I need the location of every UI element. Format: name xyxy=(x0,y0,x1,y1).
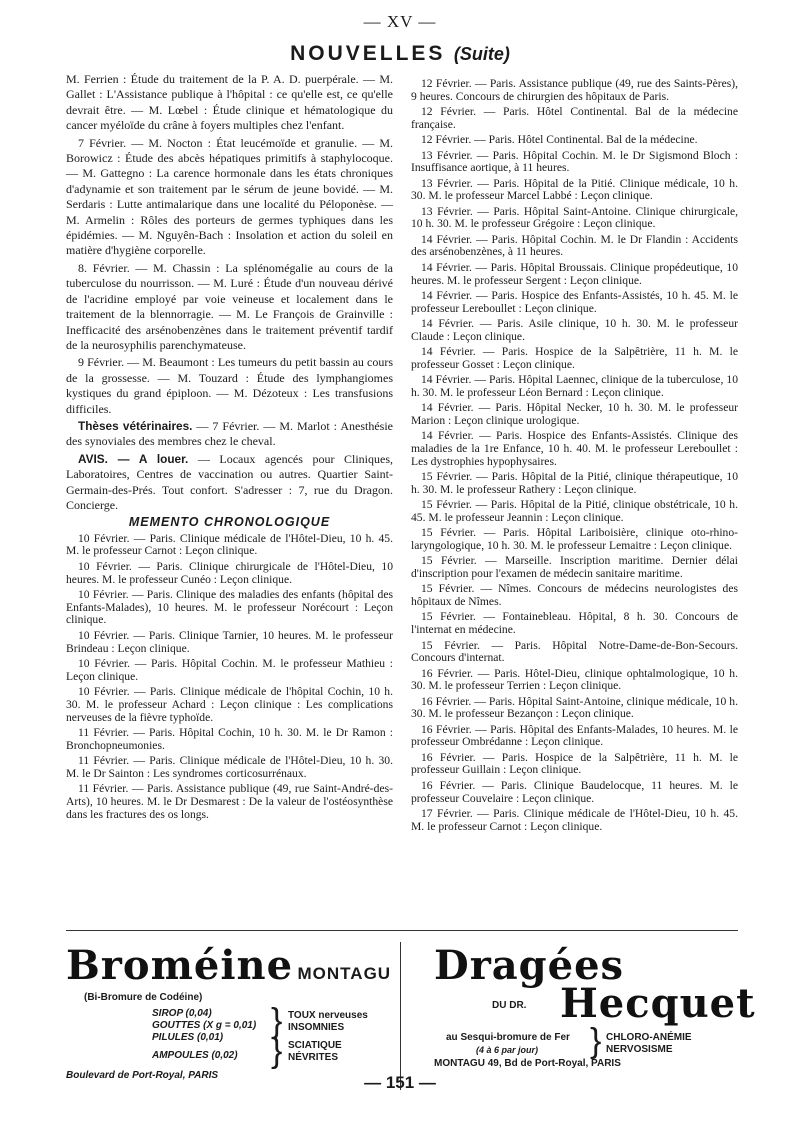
memento-entry: 16 Février. — Paris. Hospice de la Salpêtrière, 11 h. M. le professeur Guillain : Leçon clinique. xyxy=(411,750,738,777)
memento-entry: 10 Février. — Paris. Clinique médicale de l'hôpital Cochin, 10 h. 30. M. le professeur Achard : Leçon clinique : Les complications nerveuses de la fièvre typhoïde. xyxy=(66,685,393,724)
bromeine-form: PILULES (0,01) xyxy=(152,1032,224,1043)
bromeine-indications-2 xyxy=(288,1040,342,1064)
memento-entry: 15 Février. — Marseille. Inscription maritime. Dernier délai d'inscription pour l'examen de médecin sanitaire maritime. xyxy=(411,554,738,580)
news-paragraph: 8. Février. — M. Chassin : La splénomégalie au cours de la tuberculose du nourrisson. — M. Luré : Étude d'un nouveau dérivé de l'acridine employé par voie veineuse et localement dans le traitement de la blennorragie. — M. Le François de Grainville : Inefficacité des arsénobenzènes dans le traitement préventif tardif de la neurosyphilis parenchymateuse. xyxy=(66,260,393,352)
dragees-composition-line: au Sesqui-bromure de Fer xyxy=(446,1032,570,1043)
memento-entry: 10 Février. — Paris. Clinique Tarnier, 10 heures. M. le professeur Brindeau : Leçon clinique. xyxy=(66,628,393,655)
dragees-dosage: (4 à 6 par jour) xyxy=(476,1045,539,1055)
memento-entry: 15 Février. — Paris. Hôpital de la Pitié, clinique obstétricale, 10 h. 45. M. le professeur Jeannin : Leçon clinique. xyxy=(411,498,738,524)
bromeine-forms xyxy=(152,1008,256,1062)
dragees-indications xyxy=(606,1032,692,1056)
memento-entry: 15 Février. — Paris. Hôpital Notre-Dame-de-Bon-Secours. Concours d'internat. xyxy=(411,638,738,665)
bromeine-subtitle: (Bi-Bromure de Codéine) xyxy=(84,992,203,1003)
memento-entry: 16 Février. — Paris. Hôpital Saint-Antoine, clinique médicale, 10 h. 30. M. le professeur Bezançon : Leçon clinique. xyxy=(411,694,738,721)
right-column xyxy=(411,78,738,836)
memento-entry: 12 Février. — Paris. Assistance publique (49, rue des Saints-Pères), 9 heures. Concours de chirurgien des hôpitaux de Paris. xyxy=(411,77,738,103)
memento-entry: 14 Février. — Paris. Hôpital Broussais. Clinique propédeutique, 10 heures. M. le professeur Sergent : Leçon clinique. xyxy=(411,260,738,287)
heading-title: NOUVELLES xyxy=(290,42,446,65)
memento-entry: 17 Février. — Paris. Clinique médicale de l'Hôtel-Dieu, 10 h. 45. M. le professeur Carnot : Leçon clinique. xyxy=(411,807,738,833)
bromeine-indications xyxy=(288,1010,368,1034)
memento-entry: 14 Février. — Paris. Hôpital Laennec, clinique de la tuberculose, 10 h. 30. M. le professeur Léon Bernard : Leçon clinique. xyxy=(411,373,738,399)
bromeine-ampoules: AMPOULES (0,02) xyxy=(152,1050,238,1061)
bromeine-form: GOUTTES (X g = 0,01) xyxy=(152,1020,257,1031)
dragees-indication: NERVOSISME xyxy=(606,1044,673,1055)
avis-label: AVIS. — A louer. xyxy=(78,451,189,466)
theses-text: — 7 Février. — M. Marlot : Anesthésie des synoviales des membres chez le cheval. xyxy=(66,418,393,449)
memento-entry: 10 Février. — Paris. Clinique médicale de l'Hôtel-Dieu, 10 h. 45. M. le professeur Carnot : Leçon clinique. xyxy=(66,531,393,558)
dragees-hecquet: Hecquet xyxy=(560,980,756,1027)
bromeine-indication: NÉVRITES xyxy=(288,1052,339,1063)
memento-entry: 15 Février. — Nîmes. Concours de médecins neurologistes des hôpitaux de Nîmes. xyxy=(411,582,738,608)
theses-paragraph xyxy=(66,419,393,450)
avis-paragraph xyxy=(66,452,393,514)
dragees-composition xyxy=(446,1032,570,1056)
bromeine-indication: TOUX nerveuses xyxy=(288,1010,368,1021)
memento-entry: 10 Février. — Paris. Hôpital Cochin. M. le professeur Mathieu : Leçon clinique. xyxy=(66,657,393,683)
news-paragraph: 9 Février. — M. Beaumont : Les tumeurs du petit bassin au cours de la grossesse. — M. Touzard : Étude des lymphangiomes kystiques du grand épiploon. — M. Dézoteux : Les transfusions difficiles. xyxy=(66,355,393,416)
memento-entry: 11 Février. — Paris. Hôpital Cochin, 10 h. 30. M. le Dr Ramon : Bronchopneumonies. xyxy=(66,726,393,752)
dragees-du: DU DR. xyxy=(492,1000,527,1011)
memento-entry: 13 Février. — Paris. Hôpital Saint-Antoine. Clinique chirurgicale, 10 h. 30. M. le professeur Grégoire : Leçon clinique. xyxy=(411,204,738,231)
memento-entry: 16 Février. — Paris. Clinique Baudelocque, 11 heures. M. le professeur Couvelaire : Leçon clinique. xyxy=(411,778,738,805)
bromeine-brace-2: } xyxy=(271,1032,283,1070)
bromeine-indication: SCIATIQUE xyxy=(288,1040,342,1051)
memento-entry: 14 Février. — Paris. Asile clinique, 10 h. 30. M. le professeur Claude : Leçon clinique. xyxy=(411,317,738,343)
ad-vertical-divider xyxy=(400,942,401,1090)
memento-entry: 12 Février. — Paris. Hôtel Continental. Bal de la médecine française. xyxy=(411,105,738,131)
memento-entry: 14 Février. — Paris. Hospice de la Salpêtrière, 11 h. M. le professeur Gosset : Leçon clinique. xyxy=(411,345,738,371)
memento-entry: 10 Février. — Paris. Clinique des maladies des enfants (hôpital des Enfants-Malades), 10 heures. M. le professeur Norécourt : Leçon clinique. xyxy=(66,588,393,627)
memento-entry: 11 Février. — Paris. Clinique médicale de l'Hôtel-Dieu, 10 h. 30. M. le Dr Sainton : Les syndromes corticosurrénaux. xyxy=(66,754,393,780)
avis-text: — Locaux agencés pour Cliniques, Laboratoires, Centres de vaccination ou autres. Quartier Saint-Germain-des-Prés. Tout confort. S'adresser : 7, rue du Dragon. Concierge. xyxy=(66,451,393,512)
memento-entry: 10 Février. — Paris. Clinique chirurgicale de l'Hôtel-Dieu, 10 heures. M. le professeur Cunéo : Leçon clinique. xyxy=(66,559,393,586)
memento-entry: 11 Février. — Paris. Assistance publique (49, rue Saint-André-des-Arts), 10 heures. M. le Dr Desmarest : De la valeur de l'ostéosynthèse dans les fractures des os longs. xyxy=(66,782,393,821)
bromeine-advertisement xyxy=(66,940,391,1090)
bromeine-maker: MONTAGU xyxy=(297,964,392,983)
page-number: — 151 — xyxy=(364,1073,436,1092)
memento-entry: 15 Février. — Fontainebleau. Hôpital, 8 h. 30. Concours de l'internat en médecine. xyxy=(411,610,738,637)
memento-entry: 14 Février. — Paris. Hôpital Cochin. M. le Dr Flandin : Accidents des arsénobenzènes, à 11 heures. xyxy=(411,232,738,259)
memento-entry: 13 Février. — Paris. Hôpital de la Pitié. Clinique médicale, 10 h. 30. M. le professeur Marcel Labbé : Leçon clinique. xyxy=(411,176,738,203)
bromeine-address: Boulevard de Port-Royal, PARIS xyxy=(66,1070,219,1081)
dragees-indication: CHLORO-ANÉMIE xyxy=(606,1032,692,1043)
roman-page-number: — XV — xyxy=(363,12,437,31)
bromeine-brand-line xyxy=(66,944,391,988)
memento-entry: 16 Février. — Paris. Hôpital des Enfants-Malades, 10 heures. M. le professeur Ombrédanne : Leçon clinique. xyxy=(411,722,738,749)
memento-entry: 13 Février. — Paris. Hôpital Cochin. M. le Dr Sigismond Bloch : Insuffisance aortique, à 11 heures. xyxy=(411,148,738,175)
heading-subtitle: (Suite) xyxy=(453,44,510,64)
dragees-brace: } xyxy=(590,1022,602,1060)
bromeine-brand: Broméine xyxy=(66,942,294,989)
news-paragraph: M. Ferrien : Étude du traitement de la P. A. D. puerpérale. — M. Gallet : L'Assistance publique à l'hôpital : ce qu'elle est, ce qu'elle devrait être. — M. Lœbel : Étude clinique et hématologique du cancer myéloïde du crâne à foyers multiples chez l'enfant. xyxy=(66,72,393,133)
memento-title: MEMENTO CHRONOLOGIQUE xyxy=(128,515,331,530)
bromeine-brace: } xyxy=(271,1002,283,1040)
section-heading xyxy=(0,42,800,66)
bromeine-indication: INSOMNIES xyxy=(288,1022,345,1033)
news-paragraph: 7 Février. — M. Nocton : État leucémoïde et granulie. — M. Borowicz : Étude des abcès hépatiques primitifs à staphylocoque. — M. Gattegno : La carence hormonale dans les états chroniques d'adynamie et son traitement par le sérum de jeune bovidé. — M. Serdaris : Lutte antimalarique dans une localité du Péloponèse. — M. Armelin : Rôles des porteurs de germes typhiques dans les épidémies. — M. Nguyên-Bach : Insolation et action du soleil en matière d'hygiène corporelle. xyxy=(66,135,393,258)
bromeine-form: SIROP (0,04) xyxy=(152,1008,212,1019)
theses-label: Thèses vétérinaires. xyxy=(78,418,193,433)
memento-entry: 14 Février. — Paris. Hôpital Necker, 10 h. 30. M. le professeur Marion : Leçon clinique urologique. xyxy=(411,401,738,427)
dragees-address: MONTAGU 49, Bd de Port-Royal, PARIS xyxy=(434,1058,621,1069)
ad-divider xyxy=(66,930,738,931)
memento-entry: 14 Février. — Paris. Hospice des Enfants-Assistés, 10 h. 45. M. le professeur Lereboullet : Leçon clinique. xyxy=(411,289,738,315)
dragees-advertisement xyxy=(412,940,756,1090)
memento-entry: 16 Février. — Paris. Hôtel-Dieu, clinique ophtalmologique, 10 h. 30. M. le professeur Terrien : Leçon clinique. xyxy=(411,666,738,693)
memento-entry: 14 Février. — Paris. Hospice des Enfants-Assistés. Clinique des maladies de la 1re Enfance, 10 h. 40. M. le professeur Lereboullet : Les dystrophies hypophysaires. xyxy=(411,429,738,468)
memento-entry: 15 Février. — Paris. Hôpital de la Pitié, clinique thérapeutique, 10 h. 30. M. le professeur Rathery : Leçon clinique. xyxy=(411,470,738,496)
left-column xyxy=(66,72,393,824)
memento-entry: 15 Février. — Paris. Hôpital Lariboisière, clinique oto-rhino-laryngologique, 10 h. 30. M. le professeur Lemaitre : Leçon clinique. xyxy=(411,526,738,552)
dragees-brand: Dragées xyxy=(434,942,625,989)
memento-entry: 12 Février. — Paris. Hôtel Continental. Bal de la médecine. xyxy=(421,133,698,147)
